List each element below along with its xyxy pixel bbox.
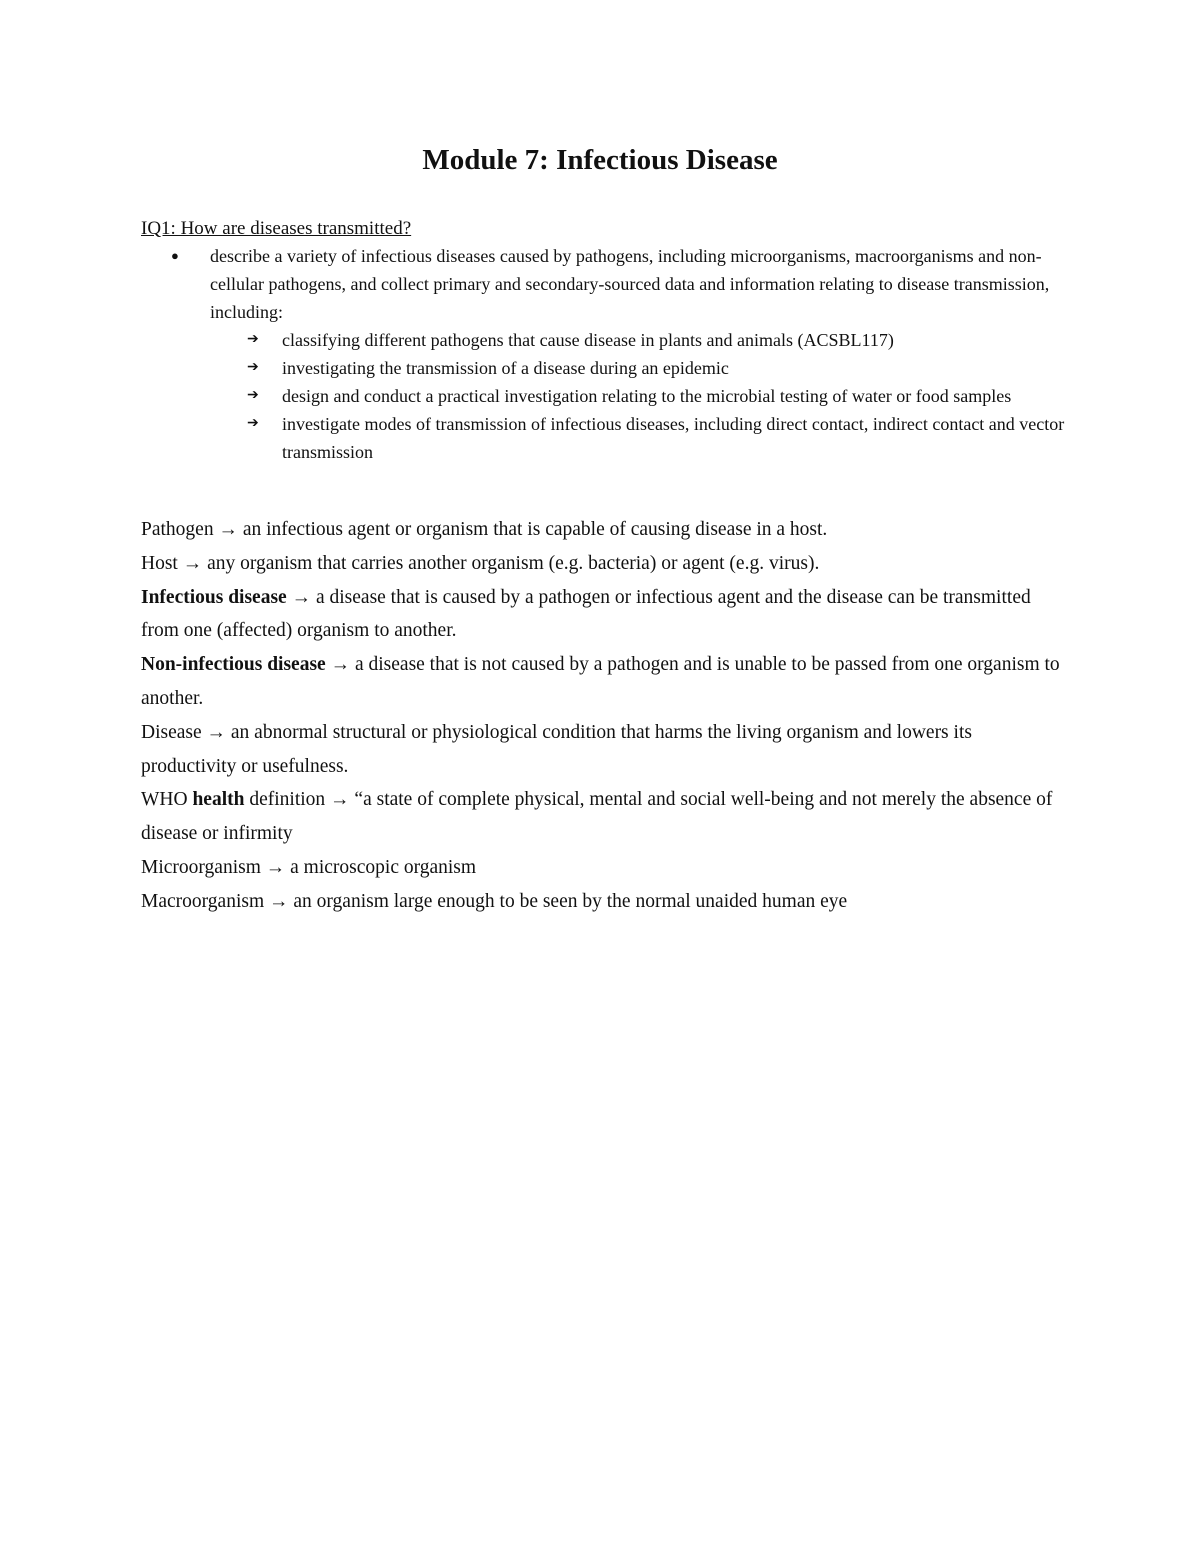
- syllabus-outcomes: [141, 242, 1071, 466]
- list-item: [141, 382, 1071, 410]
- definition-macroorganism: [141, 885, 1071, 919]
- list-item: [141, 326, 1071, 354]
- page-title: Module 7: Infectious Disease: [422, 144, 778, 176]
- definition-text: → an infectious agent or organism that is capable of causing disease in a host.: [213, 519, 828, 540]
- list-item-text: classifying different pathogens that cause disease in plants and animals (ACSBL117): [282, 330, 894, 350]
- definition-term: Infectious disease: [141, 586, 287, 608]
- definition-text: → an organism large enough to be seen by the normal unaided human eye: [264, 890, 848, 912]
- list-item: [141, 354, 1071, 382]
- outcome-text: describe a variety of infectious diseases caused by pathogens, including microorganisms, macroorganisms and non-cellular pathogens, and collect primary and secondary-sourced data and information relating to disease transmission, including:: [210, 246, 1050, 322]
- definition-text: → any organism that carries another organism (e.g. bacteria) or agent (e.g. virus).: [177, 552, 820, 574]
- outcome-sub-list: [141, 326, 1071, 466]
- definition-text: → a microscopic organism: [260, 856, 477, 878]
- outcome-bullet: [141, 242, 1071, 326]
- definition-text: → a disease that is caused by a pathogen or infectious agent and the disease can be transmitted from one (affected) organism to another.: [141, 586, 1031, 642]
- definition-term: Microorganism: [141, 856, 261, 878]
- definition-term: Pathogen: [141, 519, 214, 540]
- definition-host: [141, 547, 1071, 581]
- filled-circle-icon: ●: [171, 248, 179, 263]
- definition-text: → a disease that is not caused by a pathogen and is unable to be passed from one organism to another.: [141, 654, 1060, 709]
- definition-prefix: WHO: [141, 789, 193, 811]
- list-item: [141, 410, 1071, 466]
- definition-term: Macroorganism: [141, 890, 265, 912]
- definition-suffix: definition: [244, 789, 326, 811]
- definition-infectious-disease: [141, 581, 1071, 649]
- list-item-text: investigate modes of transmission of infectious diseases, including direct contact, indirect contact and vector transmission: [282, 414, 1065, 462]
- definition-pathogen: [141, 513, 1071, 547]
- list-item-text: investigating the transmission of a disease during an epidemic: [282, 358, 729, 378]
- definition-non-infectious-disease: [141, 648, 1071, 716]
- definition-term: health: [192, 789, 245, 811]
- right-arrow-icon: ➔: [247, 416, 259, 431]
- definition-text: → “a state of complete physical, mental and social well-being and not merely the absence of disease or infirmity: [141, 789, 1053, 845]
- definition-disease: [141, 716, 1071, 784]
- right-arrow-icon: ➔: [247, 388, 259, 403]
- definition-term: Host: [141, 552, 178, 574]
- list-item-text: design and conduct a practical investigation relating to the microbial testing of water or food samples: [282, 386, 1012, 406]
- definitions-list: [141, 513, 1071, 919]
- definition-who-health: [141, 783, 1071, 851]
- inquiry-question-heading: IQ1: How are diseases transmitted?: [141, 218, 412, 239]
- right-arrow-icon: ➔: [247, 332, 259, 347]
- right-arrow-icon: ➔: [247, 360, 259, 375]
- definition-term: Disease: [141, 721, 202, 743]
- definition-term: Non-infectious disease: [141, 654, 326, 676]
- definition-microorganism: [141, 851, 1071, 885]
- definition-text: → an abnormal structural or physiological condition that harms the living organism and lowers its productivity or usefulness.: [141, 721, 972, 777]
